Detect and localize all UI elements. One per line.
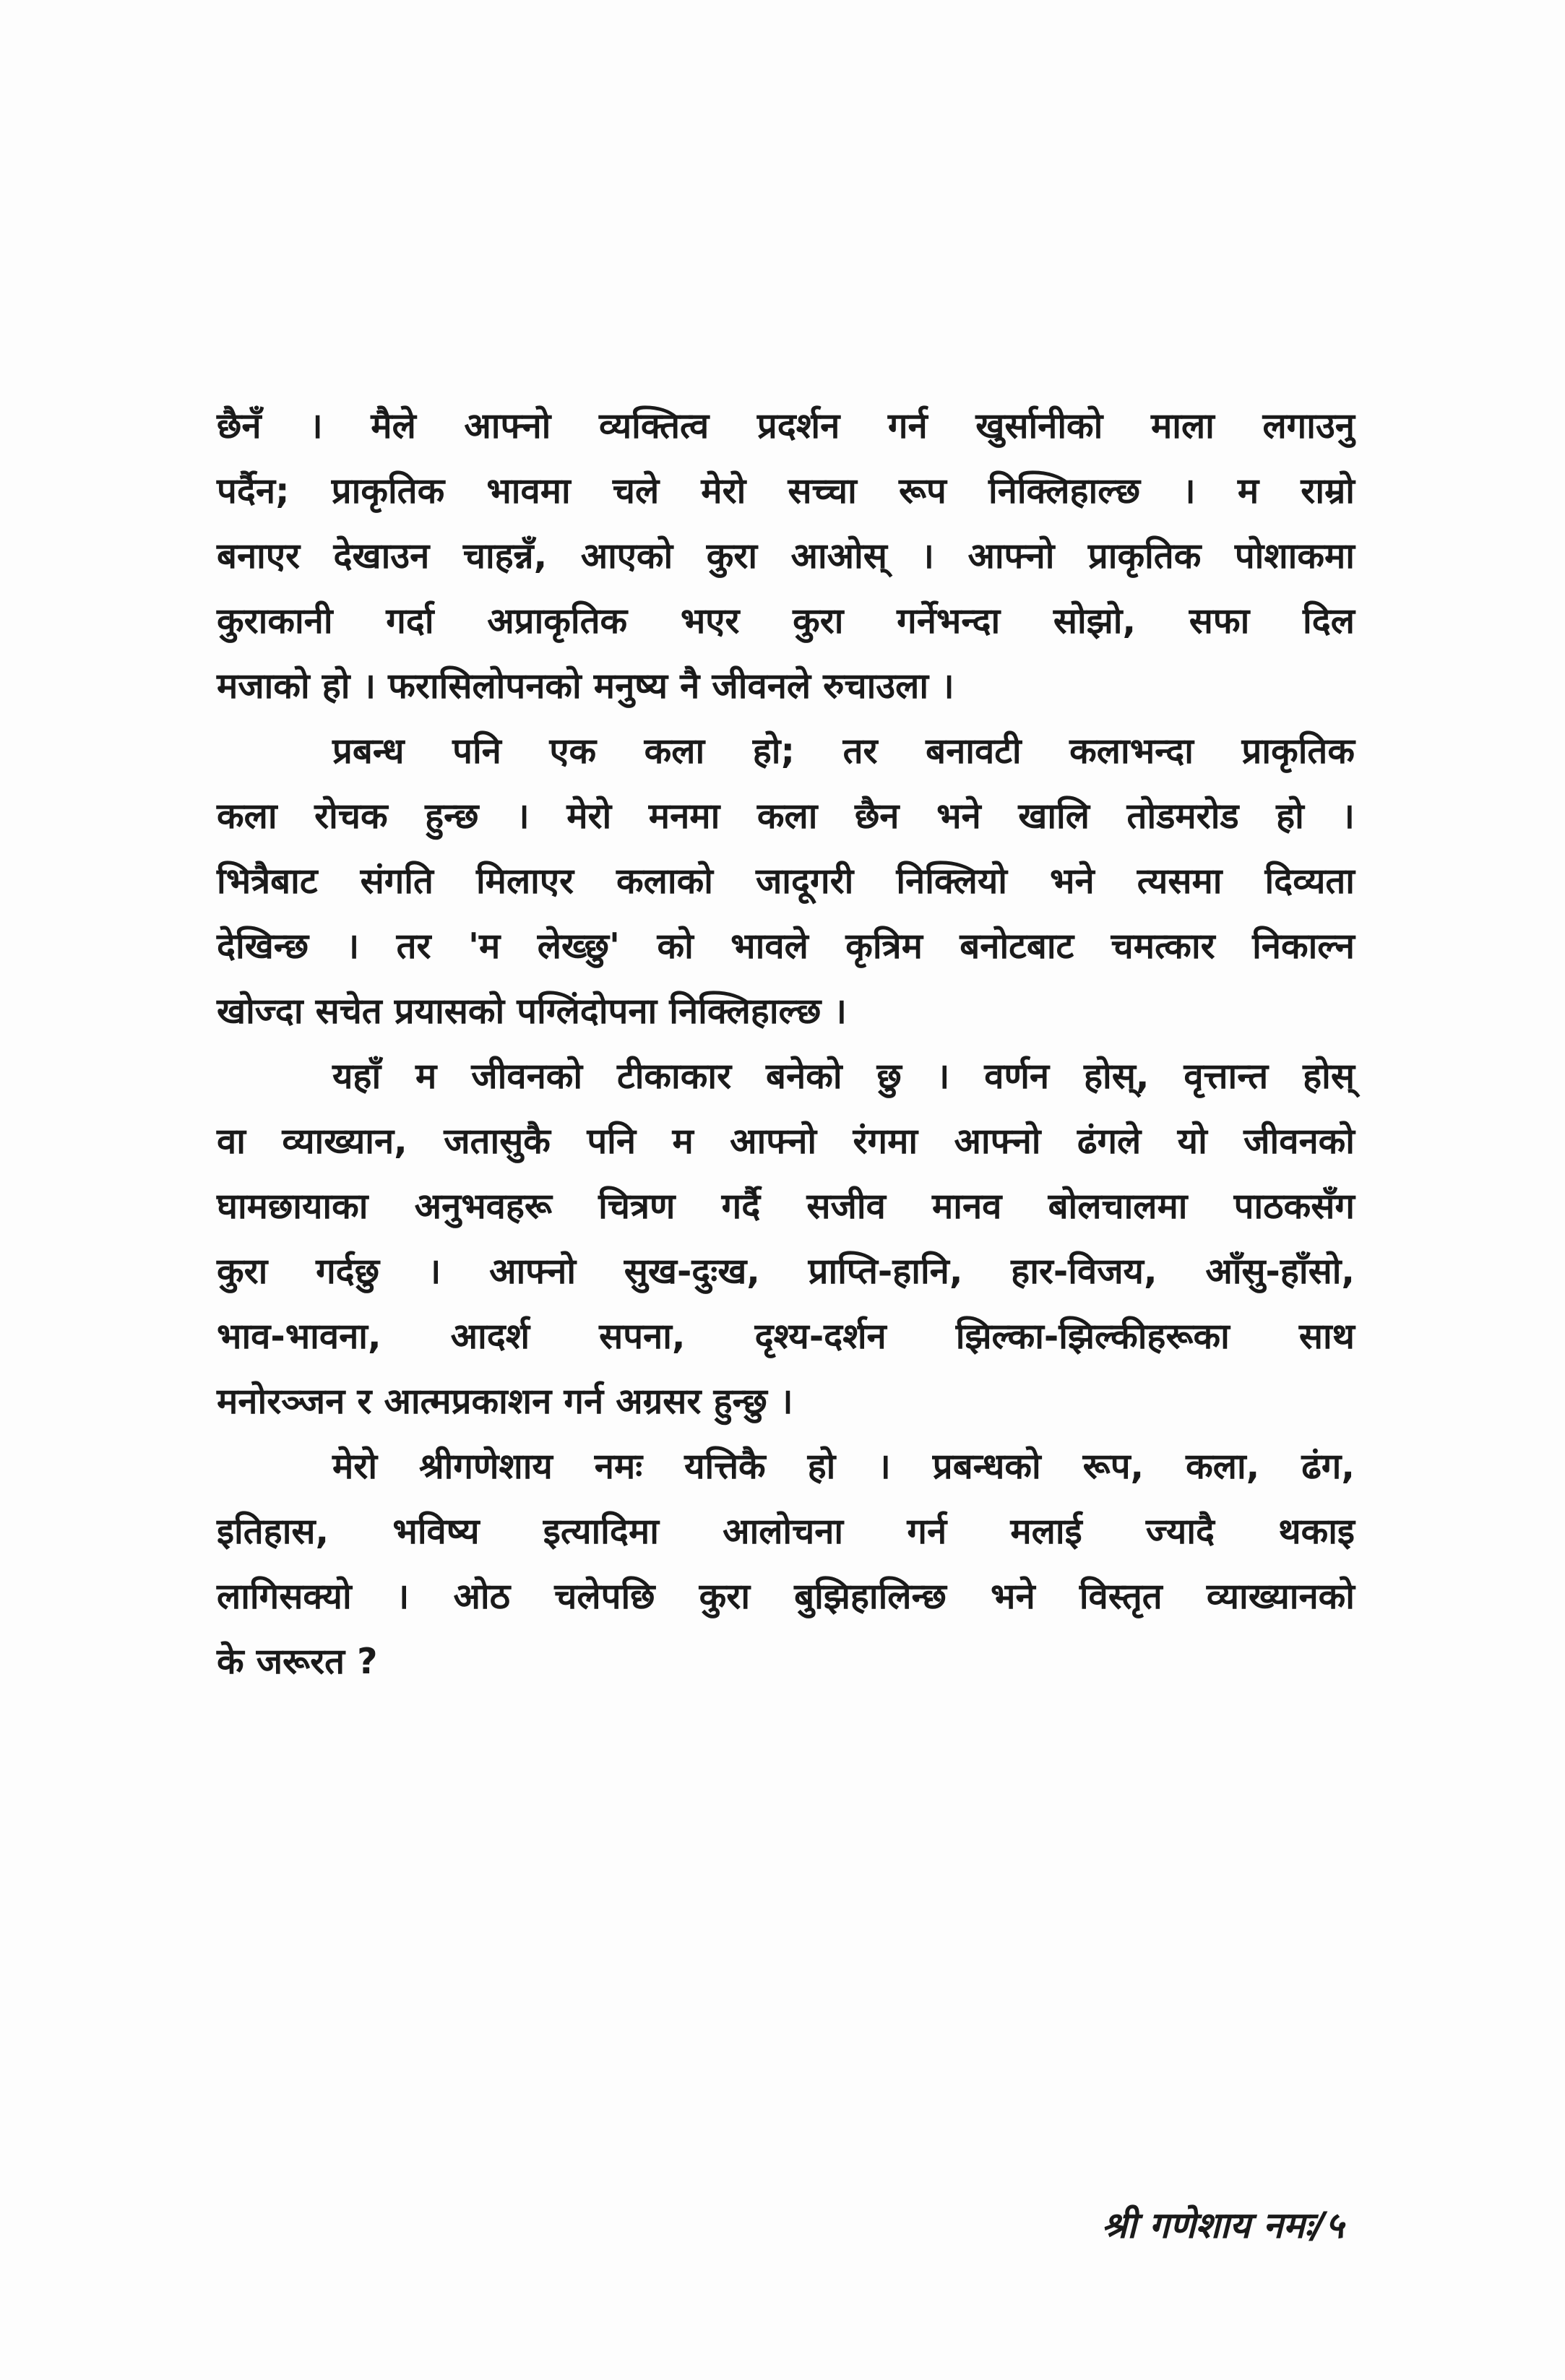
running-footer-text: श्री गणेशाय नमः/५ — [1101, 2204, 1344, 2246]
text-line: कला रोचक हुन्छ । मेरो मनमा कला छैन भने खालि तोडमरोड हो । — [217, 796, 1355, 837]
body-text — [217, 394, 1355, 1694]
page-footer — [968, 2200, 1344, 2251]
text-line: खोज्दा सचेत प्रयासको पग्लिंदोपना निक्लिहाल्छ । — [217, 991, 847, 1032]
text-line: भाव-भावना, आदर्श सपना, दृश्य-दर्शन झिल्का-झिल्कीहरूका साथ — [217, 1316, 1355, 1357]
text-line: घामछायाका अनुभवहरू चित्रण गर्दै सजीव मानव बोलचालमा पाठकसँग — [217, 1186, 1355, 1227]
text-line: वा व्याख्यान, जतासुकै पनि म आफ्नो रंगमा आफ्नो ढंगले यो जीवनको — [217, 1121, 1355, 1162]
text-line: कुराकानी गर्दा अप्राकृतिक भएर कुरा गर्नेभन्दा सोझो, सफा दिल — [217, 600, 1355, 642]
text-line: बनाएर देखाउन चाहन्नँ, आएको कुरा आओस् । आफ्नो प्राकृतिक पोशाकमा — [217, 535, 1355, 577]
text-line: मजाको हो । फरासिलोपनको मनुष्य नै जीवनले रुचाउला । — [217, 665, 954, 707]
text-line: प्रबन्ध पनि एक कला हो; तर बनावटी कलाभन्दा प्राकृतिक — [332, 730, 1355, 772]
text-line: यहाँ म जीवनको टीकाकार बनेको छु । वर्णन होस्, वृत्तान्त होस् — [332, 1056, 1355, 1097]
text-line: कुरा गर्दछु । आफ्नो सुख-दुःख, प्राप्ति-हानि, हार-विजय, आँसु-हाँसो, — [217, 1251, 1355, 1292]
text-line: के जरूरत ? — [217, 1641, 378, 1682]
text-line: मनोरञ्जन र आत्मप्रकाशन गर्न अग्रसर हुन्छु । — [217, 1381, 793, 1422]
text-line: देखिन्छ । तर 'म लेख्छु' को भावले कृत्रिम बनोटबाट चमत्कार निकाल्न — [217, 926, 1355, 967]
text-line: पर्दैन; प्राकृतिक भावमा चले मेरो सच्चा रूप निक्लिहाल्छ । म राम्रो — [217, 470, 1355, 512]
text-line: लागिसक्यो । ओठ चलेपछि कुरा बुझिहालिन्छ भने विस्तृत व्याख्यानको — [217, 1576, 1355, 1617]
text-line: इतिहास, भविष्य इत्यादिमा आलोचना गर्न मलाई ज्यादै थकाइ — [217, 1511, 1355, 1552]
text-line: भित्रैबाट संगति मिलाएर कलाको जादूगरी निक्लियो भने त्यसमा दिव्यता — [217, 861, 1355, 902]
text-line: मेरो श्रीगणेशाय नमः यत्तिकै हो । प्रबन्धको रूप, कला, ढंग, — [332, 1446, 1355, 1487]
text-line: छैनँ । मैले आफ्नो व्यक्तित्व प्रदर्शन गर्न खुर्सानीको माला लगाउनु — [217, 405, 1355, 447]
